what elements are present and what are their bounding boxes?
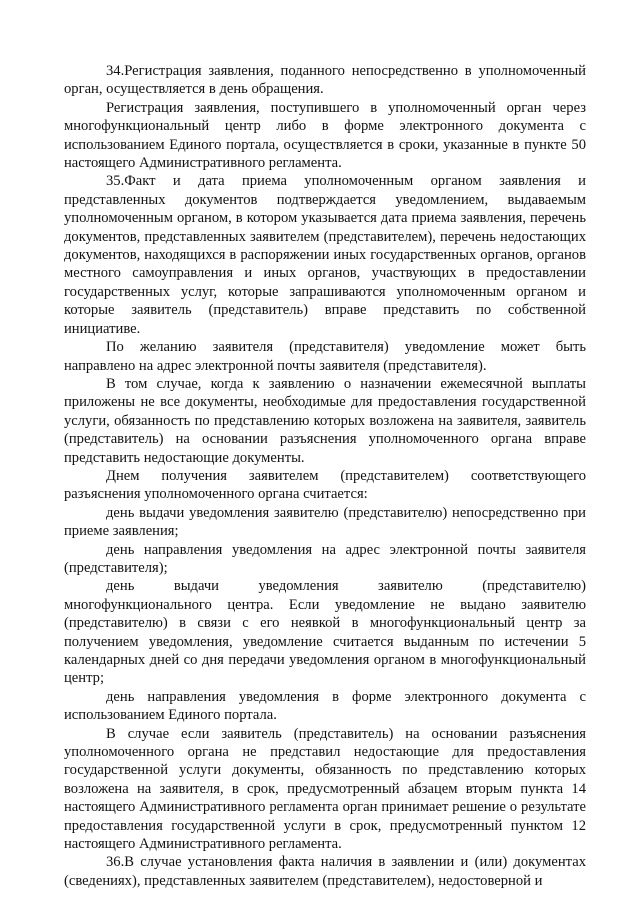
paragraph-missing-documents: В том случае, когда к заявлению о назначении ежемесячной выплаты приложены не все документы, необходимые для предоставления государственной услуги, обязанность по представлению которых возложена на заявителя, заявитель (представитель) на основании разъяснения уполномоченного органа вправе представить недостающие документы. xyxy=(64,375,586,466)
paragraph-36: 36.В случае установления факта наличия в заявлении и (или) документах (сведениях), представленных заявителем (представителем), недостоверной и xyxy=(64,854,586,889)
paragraph-day-issue-direct: день выдачи уведомления заявителю (представителю) непосредственно при приеме заявления; xyxy=(64,504,586,540)
paragraph-not-provided: В случае если заявитель (представитель) на основании разъяснения уполномоченного органа не представил недостающие для предоставления государственной услуги документы, обязанность по представлению которых возложена на заявителя, в срок, предусмотренный абзацем вторым пункта 14 настоящего Административного регламента орган принимает решение о результате предоставления государственной услуги в срок, предусмотренный пунктом 12 настоящего Административного регламента. xyxy=(64,725,586,853)
paragraph-34: 34.Регистрация заявления, поданного непосредственно в уполномоченный орган, осуществляется в день обращения. xyxy=(64,63,586,98)
paragraph-35: 35.Факт и дата приема уполномоченным органом заявления и представленных документов подтверждается уведомлением, выдаваемым уполномоченным органом, в котором указывается дата приема заявления, перечень документов, представленных заявителем (представителем), перечень недостающих документов, находящихся в распоряжении иных государственных органов, органов местного самоуправления и иных органов, участвующих в предоставлении государственных услуг, которые запрашиваются уполномоченным органом и которые заявитель (представитель) вправе представить по собственной инициативе. xyxy=(64,173,586,337)
paragraph-receipt-day: Днем получения заявителем (представителем) соответствующего разъяснения уполномоченного органа считается: xyxy=(64,467,586,503)
document-body xyxy=(64,62,586,890)
paragraph-email-notice: По желанию заявителя (представителя) уведомление может быть направлено на адрес электронной почты заявителя (представителя). xyxy=(64,339,586,374)
paragraph-day-portal: день направления уведомления в форме электронного документа с использованием Единого портала. xyxy=(64,688,586,724)
paragraph-day-email: день направления уведомления на адрес электронной почты заявителя (представителя); xyxy=(64,541,586,576)
paragraph-registration-mfc: Регистрация заявления, поступившего в уполномоченный орган через многофункциональный центр либо в форме электронного документа с использованием Единого портала, осуществляется в сроки, указанные в пункте 50 настоящего Административного регламента. xyxy=(64,99,586,172)
paragraph-day-mfc: день выдачи уведомления заявителю (представителю) многофункционального центра. Если уведомление не выдано заявителю (представителю) в связи с его неявкой в многофункциональный центр за получением уведомления, уведомление считается выданным по истечении 5 календарных дней со дня передачи уведомления органом в многофункциональный центр; xyxy=(64,578,586,687)
